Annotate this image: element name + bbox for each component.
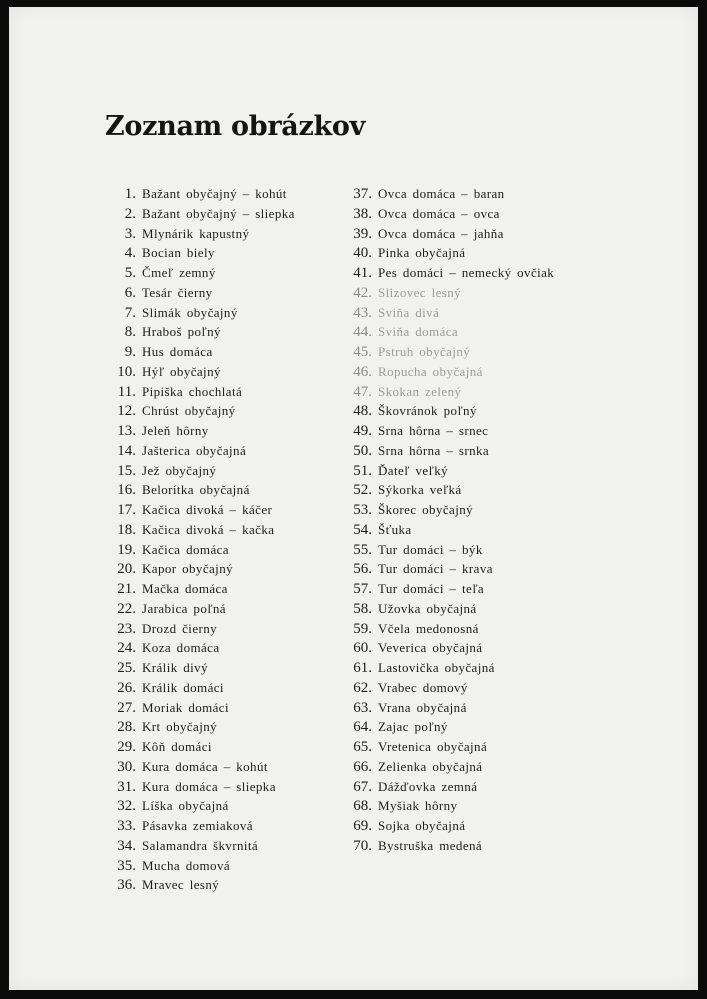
item-number: 9.: [124, 344, 136, 360]
list-item: [105, 856, 295, 876]
list-item: [339, 342, 554, 362]
list-item: [339, 638, 554, 658]
item-name: Pipiška chochlatá: [142, 383, 243, 399]
item-number: 36.: [117, 877, 136, 894]
list-item: [105, 796, 295, 816]
list-item: [339, 263, 554, 283]
item-number: 1.: [124, 186, 136, 202]
list-item: [105, 619, 295, 639]
item-number: 65.: [353, 739, 372, 755]
item-name: Kura domáca – kohút: [142, 758, 268, 774]
item-name: Kura domáca – sliepka: [142, 778, 276, 794]
item-number: 16.: [117, 482, 136, 499]
list-item: [339, 520, 554, 540]
item-name: Tesár čierny: [142, 284, 213, 300]
item-number: 63.: [353, 699, 372, 716]
item-number: 43.: [353, 304, 372, 321]
figure-list-left: [105, 184, 295, 895]
list-item: [339, 540, 554, 560]
list-item: [105, 480, 295, 500]
item-number: 26.: [117, 679, 136, 696]
item-number: 39.: [353, 225, 372, 242]
item-name: Sojka obyčajná: [378, 818, 466, 833]
item-name: Vrana obyčajná: [378, 699, 467, 715]
list-item: [105, 283, 295, 303]
item-name: Užovka obyčajná: [378, 600, 477, 616]
list-item: [339, 777, 554, 797]
item-name: Hýľ obyčajný: [142, 363, 221, 379]
list-item: [339, 362, 554, 382]
list-item: [105, 678, 295, 698]
item-number: 42.: [353, 284, 372, 301]
item-number: 7.: [124, 304, 136, 321]
figure-list-right: [339, 184, 554, 856]
list-item: [105, 263, 295, 283]
item-number: 49.: [353, 423, 372, 439]
item-name: Kačica domáca: [142, 541, 229, 557]
item-number: 70.: [353, 837, 372, 854]
item-name: Šťuka: [378, 521, 412, 537]
item-number: 25.: [117, 660, 136, 676]
item-name: Ovca domáca – ovca: [378, 205, 500, 221]
item-name: Škovránok poľný: [378, 403, 477, 419]
list-item: [105, 559, 295, 579]
item-number: 52.: [353, 482, 372, 499]
list-item: [339, 579, 554, 599]
item-number: 60.: [353, 640, 372, 657]
item-number: 54.: [353, 521, 372, 538]
item-name: Včela medonosná: [378, 620, 479, 636]
list-item: [105, 737, 295, 757]
list-item: [105, 401, 295, 421]
list-item: [339, 737, 554, 757]
list-item: [339, 836, 554, 856]
item-name: Pstruh obyčajný: [378, 344, 471, 359]
list-item: [105, 461, 295, 481]
item-name: Mačka domáca: [142, 581, 228, 596]
item-name: Krt obyčajný: [142, 719, 218, 735]
item-number: 32.: [117, 798, 136, 815]
item-name: Vretenica obyčajná: [378, 739, 488, 754]
item-name: Sviňa divá: [378, 304, 440, 320]
list-item: [105, 362, 295, 382]
item-name: Koza domáca: [142, 640, 220, 656]
list-item: [339, 303, 554, 323]
item-name: Bažant obyčajný – kohút: [142, 186, 287, 201]
item-name: Škorec obyčajný: [378, 502, 474, 517]
item-number: 21.: [117, 581, 136, 597]
item-name: Dážďovka zemná: [378, 778, 478, 794]
item-number: 20.: [117, 561, 136, 578]
list-item: [339, 480, 554, 500]
item-name: Pes domáci – nemecký ovčiak: [378, 265, 555, 280]
list-item: [339, 619, 554, 639]
item-name: Ovca domáca – jahňa: [378, 225, 504, 241]
list-item: [105, 540, 295, 560]
list-item: [105, 204, 295, 224]
item-name: Jeleň hôrny: [142, 423, 209, 438]
list-item: [105, 777, 295, 797]
item-number: 64.: [353, 719, 372, 736]
item-number: 41.: [353, 265, 372, 281]
list-item: [105, 303, 295, 323]
list-item: [339, 421, 554, 441]
item-number: 67.: [353, 778, 372, 795]
item-name: Pinka obyčajná: [378, 245, 466, 261]
item-name: Tur domáci – býk: [378, 541, 483, 557]
item-number: 2.: [124, 205, 136, 222]
list-item: [339, 322, 554, 342]
list-item: [339, 401, 554, 421]
list-item: [339, 698, 554, 718]
list-item: [105, 520, 295, 540]
item-name: Sviňa domáca: [378, 324, 459, 340]
item-name: Slimák obyčajný: [142, 304, 238, 320]
list-item: [105, 224, 295, 244]
list-item: [105, 342, 295, 362]
item-name: Drozd čierny: [142, 620, 218, 636]
item-name: Pásavka zemiaková: [142, 818, 253, 833]
item-number: 37.: [353, 186, 372, 202]
item-number: 40.: [353, 245, 372, 262]
item-number: 4.: [124, 245, 136, 262]
list-item: [339, 382, 554, 402]
item-name: Hraboš poľný: [142, 324, 221, 340]
item-number: 3.: [124, 225, 136, 242]
item-name: Mlynárik kapustný: [142, 225, 250, 241]
item-number: 14.: [117, 442, 136, 459]
item-number: 69.: [353, 818, 372, 834]
item-name: Jašterica obyčajná: [142, 442, 247, 458]
item-number: 45.: [353, 344, 372, 360]
item-number: 34.: [117, 837, 136, 854]
list-item: [339, 224, 554, 244]
list-item: [105, 382, 295, 402]
item-number: 53.: [353, 502, 372, 518]
list-item: [105, 184, 295, 204]
list-item: [339, 559, 554, 579]
item-number: 33.: [117, 818, 136, 834]
item-number: 51.: [353, 462, 372, 479]
list-item: [339, 796, 554, 816]
list-item: [339, 678, 554, 698]
item-name: Kačica divoká – kačka: [142, 521, 275, 537]
item-number: 31.: [117, 778, 136, 795]
list-item: [105, 717, 295, 737]
item-name: Králik divý: [142, 660, 208, 675]
item-number: 58.: [353, 600, 372, 617]
item-name: Ropucha obyčajná: [378, 363, 483, 379]
list-item: [105, 322, 295, 342]
item-number: 50.: [353, 442, 372, 459]
item-name: Zelienka obyčajná: [378, 758, 483, 774]
item-number: 30.: [117, 758, 136, 775]
item-name: Srna hôrna – srnec: [378, 423, 489, 438]
item-name: Hus domáca: [142, 344, 213, 359]
item-number: 18.: [117, 521, 136, 538]
item-number: 29.: [117, 739, 136, 755]
item-name: Srna hôrna – srnka: [378, 442, 490, 458]
item-number: 13.: [117, 423, 136, 439]
item-name: Veverica obyčajná: [378, 640, 483, 656]
list-item: [339, 283, 554, 303]
item-name: Kôň domáci: [142, 739, 212, 754]
list-item: [339, 243, 554, 263]
item-number: 66.: [353, 758, 372, 775]
item-name: Bystruška medená: [378, 837, 483, 853]
item-number: 6.: [124, 284, 136, 301]
item-number: 38.: [353, 205, 372, 222]
item-number: 48.: [353, 403, 372, 420]
item-name: Salamandra škvrnitá: [142, 837, 259, 853]
list-item: [339, 204, 554, 224]
item-number: 68.: [353, 798, 372, 815]
list-item: [339, 500, 554, 520]
item-name: Jež obyčajný: [142, 462, 217, 478]
document-page: [9, 7, 698, 990]
item-number: 28.: [117, 719, 136, 736]
item-number: 44.: [353, 324, 372, 341]
list-item: [105, 816, 295, 836]
page-title: Zoznam obrázkov: [105, 111, 365, 142]
item-name: Sýkorka veľká: [378, 482, 462, 498]
item-name: Tur domáci – teľa: [378, 581, 485, 596]
item-number: 57.: [353, 581, 372, 597]
item-name: Králik domáci: [142, 679, 224, 695]
list-item: [105, 658, 295, 678]
item-number: 62.: [353, 679, 372, 696]
list-item: [105, 757, 295, 777]
item-name: Ovca domáca – baran: [378, 186, 505, 201]
item-number: 27.: [117, 699, 136, 716]
item-number: 55.: [353, 541, 372, 558]
list-item: [105, 698, 295, 718]
item-number: 47.: [353, 383, 372, 400]
item-number: 35.: [117, 857, 136, 874]
list-item: [105, 875, 295, 895]
item-name: Tur domáci – krava: [378, 561, 493, 577]
item-number: 61.: [353, 660, 372, 676]
list-item: [105, 421, 295, 441]
item-name: Moriak domáci: [142, 699, 229, 715]
list-item: [339, 717, 554, 737]
item-number: 12.: [117, 403, 136, 420]
item-name: Myšiak hôrny: [378, 798, 458, 814]
item-name: Bažant obyčajný – sliepka: [142, 205, 295, 221]
list-item: [105, 500, 295, 520]
item-number: 10.: [117, 363, 136, 380]
list-item: [339, 816, 554, 836]
list-item: [339, 599, 554, 619]
item-name: Mucha domová: [142, 857, 231, 873]
item-number: 46.: [353, 363, 372, 380]
list-item: [339, 184, 554, 204]
item-name: Mravec lesný: [142, 877, 220, 893]
list-item: [105, 441, 295, 461]
item-name: Líška obyčajná: [142, 798, 229, 814]
item-name: Chrúst obyčajný: [142, 403, 236, 419]
item-name: Zajac poľný: [378, 719, 448, 735]
item-name: Lastovička obyčajná: [378, 660, 495, 675]
item-number: 56.: [353, 561, 372, 578]
item-number: 19.: [117, 541, 136, 558]
item-name: Belorítka obyčajná: [142, 482, 250, 498]
list-item: [339, 461, 554, 481]
item-name: Bocian biely: [142, 245, 215, 261]
item-number: 22.: [117, 600, 136, 617]
list-item: [339, 441, 554, 461]
item-number: 24.: [117, 640, 136, 657]
list-item: [105, 599, 295, 619]
list-item: [105, 243, 295, 263]
item-name: Skokan zelený: [378, 383, 462, 399]
item-name: Čmeľ zemný: [142, 265, 216, 280]
list-item: [105, 638, 295, 658]
item-number: 59.: [353, 620, 372, 637]
item-number: 5.: [124, 265, 136, 281]
item-number: 15.: [117, 462, 136, 479]
item-name: Vrabec domový: [378, 679, 468, 695]
list-item: [339, 658, 554, 678]
item-name: Jarabica poľná: [142, 600, 226, 616]
item-name: Kapor obyčajný: [142, 561, 233, 577]
item-name: Kačica divoká – káčer: [142, 502, 273, 517]
list-item: [105, 579, 295, 599]
list-item: [339, 757, 554, 777]
item-number: 8.: [124, 324, 136, 341]
item-number: 17.: [117, 502, 136, 518]
item-number: 11.: [117, 383, 136, 400]
item-number: 23.: [117, 620, 136, 637]
list-item: [105, 836, 295, 856]
item-name: Ďateľ veľký: [378, 462, 449, 478]
item-name: Slizovec lesný: [378, 284, 462, 300]
